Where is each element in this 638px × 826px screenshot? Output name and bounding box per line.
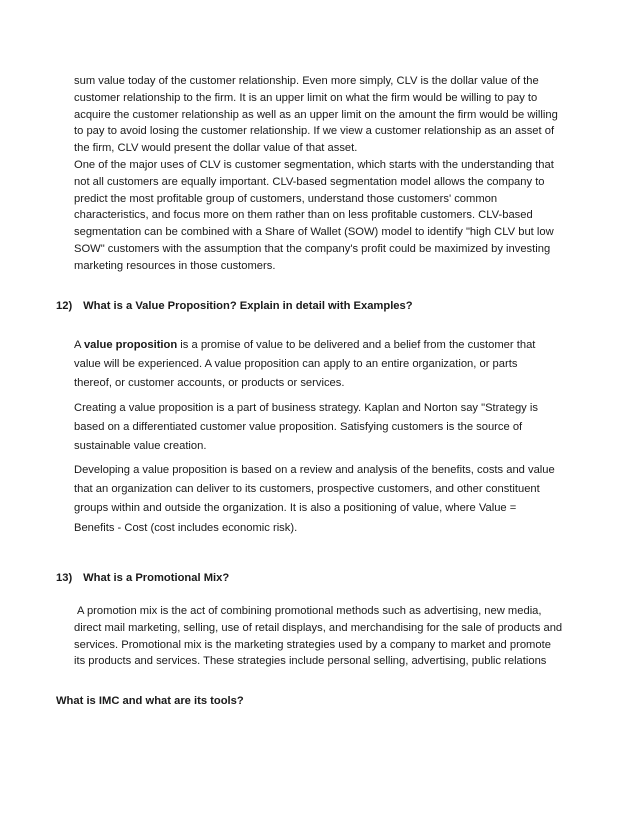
clv-paragraph-2: One of the major uses of CLV is customer segmentation, which starts with the understanding that not all customers are equally important. CLV-based segmentation model allows the company to predict the most profitable group of customers, understand those customers' common characteristics, and focus more on them rather than on less profitable customers. CLV-based segmentation can be combined with a Share of Wallet (SOW) model to identify "high CLV but low SOW" customers with the assumption that the company's profit could be maximized by investing marketing resources in those customers. — [74, 159, 554, 272]
value-proposition-paragraph-1 — [74, 336, 558, 394]
section-13-title: What is a Promotional Mix? — [83, 572, 230, 584]
section-12-heading — [56, 298, 413, 314]
value-proposition-paragraph-3: Developing a value proposition is based on a review and analysis of the benefits, costs and value that an organization can deliver to its customers, prospective customers, and other constituent groups within and outside the organization. It is also a positioning of value, where Value = Benefits - Cost (cost includes economic risk). — [74, 464, 555, 534]
imc-heading: What is IMC and what are its tools? — [56, 695, 244, 707]
vp-p1-suffix: is a promise of value to be delivered and a belief from the customer that value will be experienced. A value proposition can apply to an entire organization, or parts thereof, or customer accounts, or products or services. — [74, 339, 536, 390]
section-13-heading — [56, 570, 229, 586]
value-proposition-paragraph-2: Creating a value proposition is a part of business strategy. Kaplan and Norton say "Strategy is based on a differentiated customer value proposition. Satisfying customers is the source of sustainable value creation. — [74, 402, 538, 453]
clv-paragraph-1: sum value today of the customer relationship. Even more simply, CLV is the dollar value of the customer relationship to the firm. It is an upper limit on what the firm would be willing to pay to acquire the customer relationship as well as an upper limit on the amount the firm would be willing to pay to avoid losing the customer relationship. If we view a customer relationship as an asset of the firm, CLV would present the dollar value of that asset. — [74, 75, 558, 155]
vp-p1-bold-term: value proposition — [83, 339, 178, 351]
vp-p1-prefix: A — [74, 339, 84, 351]
section-12-number: 12) — [56, 300, 73, 312]
section-13-number: 13) — [56, 572, 73, 584]
section-12-title: What is a Value Proposition? Explain in detail with Examples? — [83, 300, 413, 312]
promotional-mix-paragraph: A promotion mix is the act of combining promotional methods such as advertising, new media, direct mail marketing, selling, use of retail displays, and merchandising for the sale of products and services. Promotional mix is the marketing strategies used by a company to market and promote its products and services. These strategies include personal selling, advertising, public relations — [74, 605, 563, 668]
